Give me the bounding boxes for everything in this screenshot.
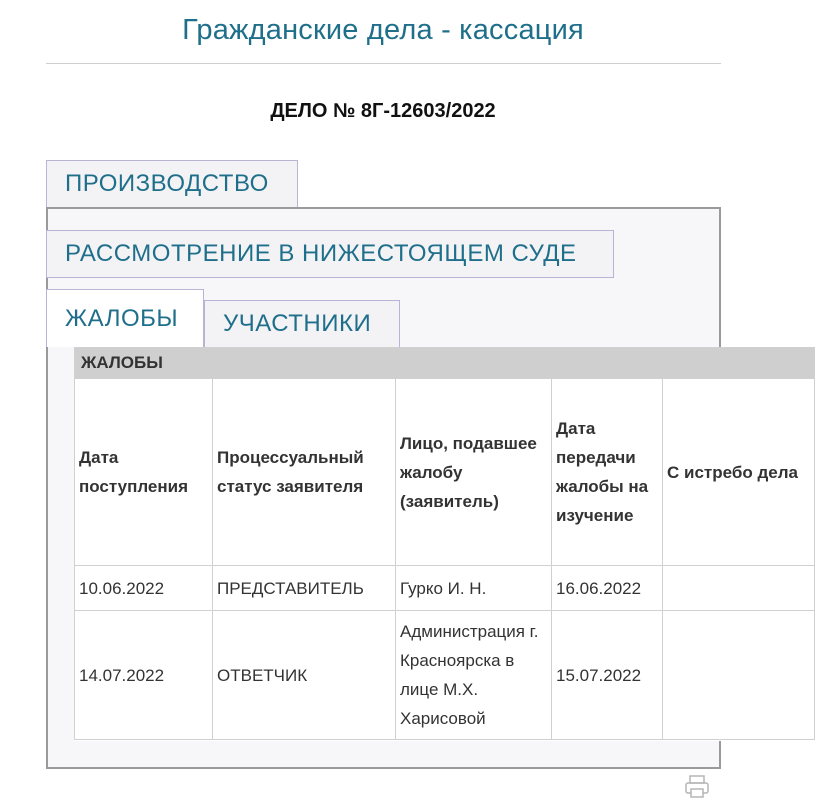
column-header-applicant: Лицо, подавшее жалобу (заявитель) bbox=[396, 379, 552, 566]
column-header-case-request: С истребо дела bbox=[663, 379, 815, 566]
complaints-table bbox=[74, 347, 815, 740]
cell-applicant-status: ОТВЕТЧИК bbox=[213, 611, 396, 740]
cell-received-date: 10.06.2022 bbox=[75, 566, 213, 611]
column-header-applicant-status: Процессуальный статус заявителя bbox=[213, 379, 396, 566]
cell-transfer-date: 16.06.2022 bbox=[552, 566, 663, 611]
table-row bbox=[75, 611, 815, 740]
cell-case-request bbox=[663, 566, 815, 611]
printer-icon[interactable] bbox=[684, 775, 710, 797]
tab-complaints[interactable]: ЖАЛОБЫ bbox=[46, 289, 204, 347]
column-header-transfer-date: Дата передачи жалобы на изучение bbox=[552, 379, 663, 566]
cell-case-request bbox=[663, 611, 815, 740]
tab-participants[interactable]: УЧАСТНИКИ bbox=[204, 300, 400, 348]
cell-applicant-status: ПРЕДСТАВИТЕЛЬ bbox=[213, 566, 396, 611]
cell-received-date: 14.07.2022 bbox=[75, 611, 213, 740]
cell-applicant: Гурко И. Н. bbox=[396, 566, 552, 611]
complaints-section-header: ЖАЛОБЫ bbox=[75, 348, 815, 379]
column-header-received-date: Дата поступления bbox=[75, 379, 213, 566]
header-divider bbox=[46, 63, 721, 64]
complaints-table-container[interactable] bbox=[74, 347, 798, 741]
cell-transfer-date: 15.07.2022 bbox=[552, 611, 663, 740]
table-row bbox=[75, 566, 815, 611]
cell-applicant: Администрация г. Красноярска в лице М.Х. Харисовой bbox=[396, 611, 552, 740]
case-number-title: ДЕЛО № 8Г-12603/2022 bbox=[270, 100, 496, 122]
tab-production[interactable]: ПРОИЗВОДСТВО bbox=[46, 160, 298, 208]
page-title: Гражданские дела - кассация bbox=[182, 14, 584, 46]
tab-lower-court[interactable]: РАССМОТРЕНИЕ В НИЖЕСТОЯЩЕМ СУДЕ bbox=[46, 230, 614, 278]
